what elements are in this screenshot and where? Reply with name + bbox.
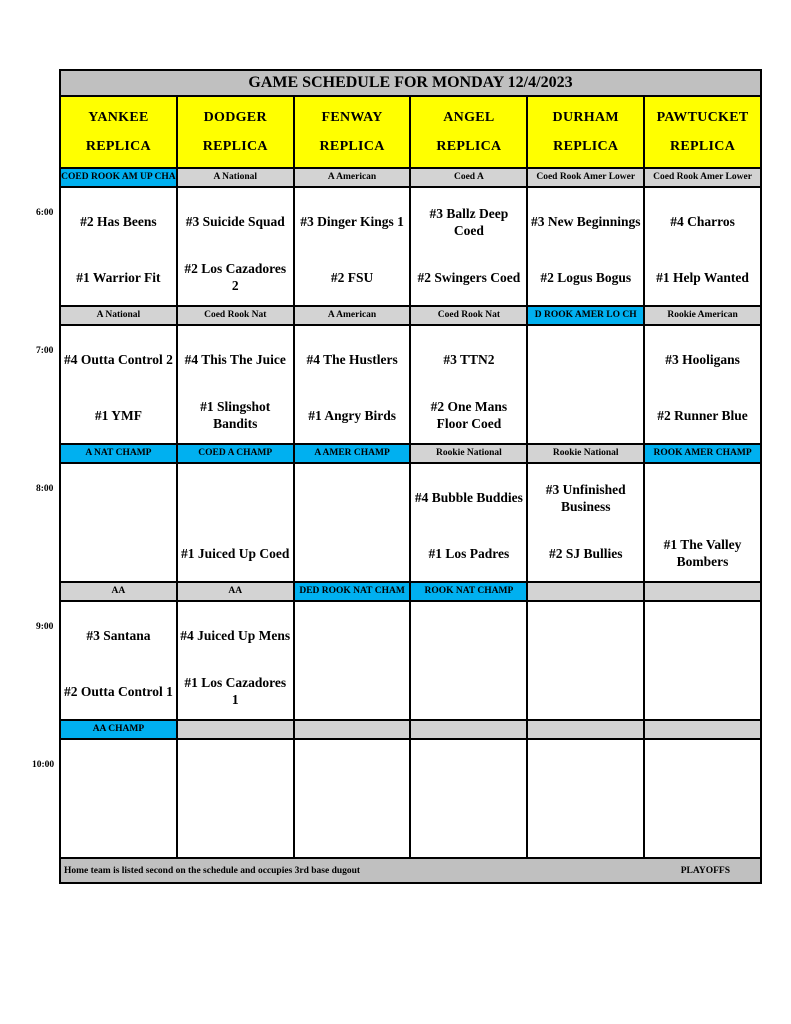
schedule-sheet [59,69,762,884]
venue-name: ANGEL [443,109,495,125]
venue-name: FENWAY [321,109,383,125]
venue-subtitle: REPLICA [85,138,151,154]
home-team: #1 Juiced Up Coed [181,545,290,561]
game-cell [645,326,760,443]
away-team: #3 Hooligans [665,352,740,368]
game-cell [178,740,295,857]
game-cell [178,602,295,719]
home-team: #1 Angry Birds [308,407,396,423]
division-label [645,721,760,738]
division-row [61,583,760,602]
home-team: #1 YMF [94,407,142,423]
footer-playoffs-label: PLAYOFFS [680,865,730,876]
home-team: #2 SJ Bullies [548,545,623,561]
division-label: Rookie National [528,445,645,462]
division-label: Rookie American [645,307,760,324]
division-label [411,721,528,738]
away-team [178,740,293,802]
home-team: #1 Los Cazadores 1 [184,675,287,708]
away-team [61,464,176,526]
home-team [528,664,643,720]
home-team: #1 Warrior Fit [76,269,161,285]
game-cell [411,740,528,857]
schedule-footer [61,859,760,882]
venue-subtitle: REPLICA [553,138,619,154]
game-cell [178,464,295,581]
venue-header [411,97,528,167]
division-label [528,721,645,738]
division-label: A National [178,169,295,186]
game-cell [411,464,528,581]
game-cell [411,326,528,443]
time-label: 6:00 [36,208,54,218]
division-label [645,583,760,600]
venue-name: PAWTUCKET [656,109,749,125]
away-team: #4 This The Juice [184,352,286,368]
game-cell [295,602,412,719]
division-label: COED A CHAMP [178,445,295,462]
game-cell [528,188,645,305]
division-row [61,169,760,188]
division-label: COED ROOK AM UP CHA [61,169,178,186]
division-label: Coed Rook Nat [411,307,528,324]
game-cell [61,188,178,305]
away-team: #3 New Beginnings [530,214,641,230]
division-label: Rookie National [411,445,528,462]
away-team [528,602,643,664]
home-team: #2 FSU [330,269,374,285]
away-team: #4 Juiced Up Mens [180,628,291,644]
game-cell [411,188,528,305]
away-team [645,740,760,802]
division-label: Coed A [411,169,528,186]
away-team [178,464,293,526]
game-cell [645,740,760,857]
away-team: #3 Ballz Deep Coed [429,205,509,238]
venue-header [178,97,295,167]
division-label: ROOK AMER CHAMP [645,445,760,462]
away-team [61,740,176,802]
division-label: DED ROOK NAT CHAM [295,583,412,600]
division-label [528,583,645,600]
game-row [61,602,760,721]
division-row [61,445,760,464]
division-label: A American [295,169,412,186]
venue-header [295,97,412,167]
away-team: #4 Bubble Buddies [414,490,523,506]
away-team: #4 Outta Control 2 [63,352,173,368]
venue-name: YANKEE [88,109,149,125]
away-team: #3 TTN2 [443,352,495,368]
game-cell [178,326,295,443]
division-label: AA [178,583,295,600]
venue-header [61,97,178,167]
away-team [528,326,643,388]
time-label: 10:00 [32,760,55,770]
game-cell [61,740,178,857]
away-team: #3 Unfinished Business [545,481,626,514]
venue-subtitle: REPLICA [319,138,385,154]
venue-header [645,97,760,167]
venue-subtitle: REPLICA [202,138,268,154]
away-team [411,602,526,664]
venue-name: DODGER [203,109,267,125]
venue-subtitle: REPLICA [436,138,502,154]
game-cell [295,188,412,305]
game-cell [528,326,645,443]
game-cell [528,740,645,857]
game-cell [61,602,178,719]
game-cell [61,326,178,443]
home-team [411,802,526,858]
game-cell [411,602,528,719]
home-team [61,526,176,582]
division-label: ROOK NAT CHAMP [411,583,528,600]
division-label: A AMER CHAMP [295,445,412,462]
division-row [61,721,760,740]
time-label: 8:00 [36,484,54,494]
home-team [295,802,410,858]
game-cell [61,464,178,581]
away-team: #2 Has Beens [80,214,157,230]
schedule-title: GAME SCHEDULE FOR MONDAY 12/4/2023 [61,71,760,97]
away-team: #4 The Hustlers [306,352,398,368]
home-team: #2 One Mans Floor Coed [430,399,508,432]
home-team [528,802,643,858]
venue-header-row [61,97,760,169]
home-team: #2 Logus Bogus [540,269,632,285]
away-team [528,740,643,802]
division-label: AA CHAMP [61,721,178,738]
home-team: #2 Outta Control 1 [63,683,173,699]
home-team [528,388,643,444]
home-team [295,526,410,582]
away-team: #3 Dinger Kings 1 [300,214,404,230]
game-cell [295,740,412,857]
game-row [61,464,760,583]
home-team: #1 Los Padres [428,545,510,561]
footer-note: Home team is listed second on the schedule and occupies 3rd base dugout [64,865,361,876]
home-team: #1 Help Wanted [656,269,749,285]
home-team: #1 The Valley Bombers [663,537,742,570]
venue-subtitle: REPLICA [670,138,736,154]
game-row [61,740,760,859]
home-team: #2 Swingers Coed [417,269,521,285]
away-team [645,602,760,664]
game-cell [178,188,295,305]
division-row [61,307,760,326]
home-team: #2 Los Cazadores 2 [184,261,287,294]
division-label [295,721,412,738]
time-label: 9:00 [36,622,54,632]
away-team: #4 Charros [670,214,735,230]
division-label: AA [61,583,178,600]
away-team: #3 Suicide Squad [185,214,285,230]
division-label: A National [61,307,178,324]
game-cell [295,464,412,581]
home-team [61,802,176,858]
game-row [61,188,760,307]
game-cell [645,602,760,719]
venue-header [528,97,645,167]
division-label: Coed Rook Nat [178,307,295,324]
game-row [61,326,760,445]
home-team: #2 Runner Blue [657,407,748,423]
division-label [178,721,295,738]
division-label: A American [295,307,412,324]
home-team [411,664,526,720]
game-cell [645,188,760,305]
away-team [411,740,526,802]
game-cell [528,602,645,719]
away-team: #3 Santana [86,628,151,644]
away-team [295,602,410,664]
time-label: 7:00 [36,346,54,356]
game-cell [528,464,645,581]
away-team [295,740,410,802]
game-cell [645,464,760,581]
home-team [645,802,760,858]
home-team: #1 Slingshot Bandits [200,399,271,432]
game-cell [295,326,412,443]
division-label: D ROOK AMER LO CH [528,307,645,324]
venue-name: DURHAM [552,109,619,125]
home-team [178,802,293,858]
division-label: A NAT CHAMP [61,445,178,462]
schedule-slots [61,169,760,859]
home-team [295,664,410,720]
division-label: Coed Rook Amer Lower [645,169,760,186]
away-team [645,464,760,526]
home-team [645,664,760,720]
division-label: Coed Rook Amer Lower [528,169,645,186]
away-team [295,464,410,526]
